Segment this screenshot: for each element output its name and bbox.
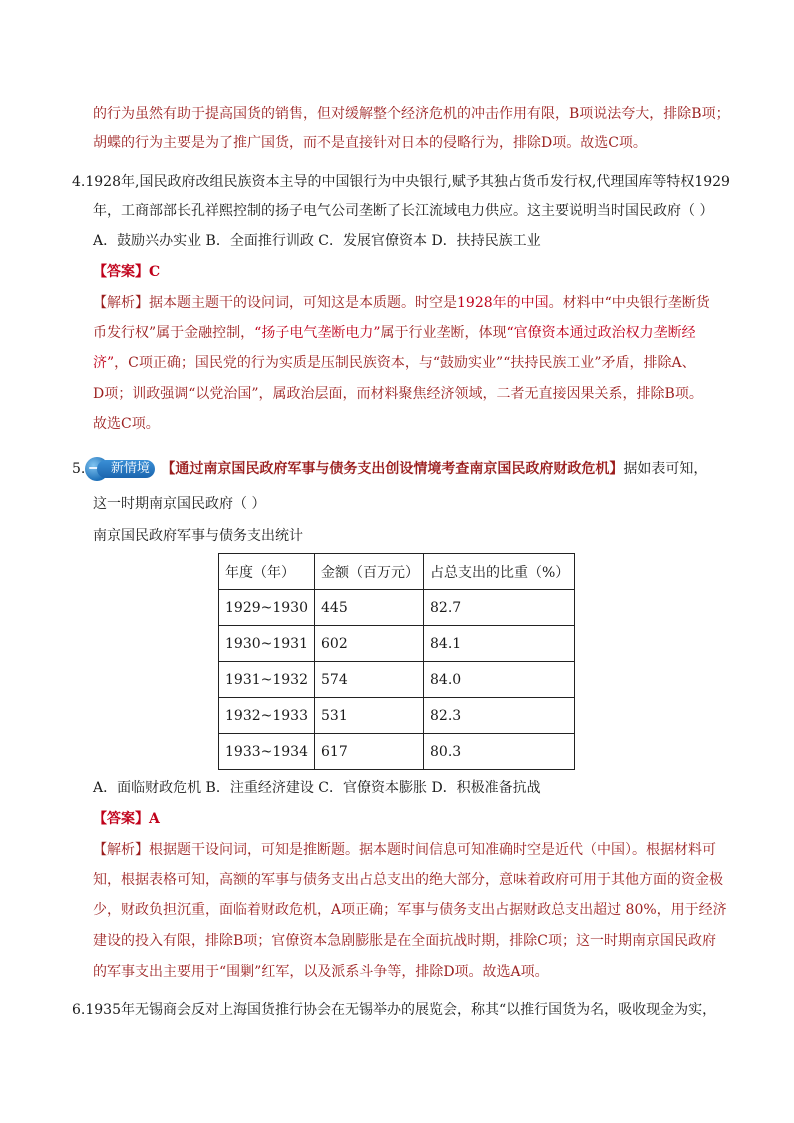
table-cell: 1932~1933: [219, 698, 315, 734]
table-cell: 80.3: [424, 734, 575, 770]
badge-label: 新情境: [97, 460, 155, 478]
q5-analysis-line: 少，财政负担沉重，面临着财政危机，A项正确；军事与债务支出占据财政总支出超过 80%，用于经济: [93, 902, 727, 918]
table-cell: 82.7: [424, 590, 575, 626]
table-cell: 1930~1931: [219, 626, 315, 662]
table-cell: 445: [315, 590, 424, 626]
analysis-text: 币发行权”: [93, 325, 157, 341]
table-cell: 1931~1932: [219, 662, 315, 698]
analysis-text: 【解析】据本题主题干的设问词，可知这是本质题。时空是: [93, 295, 457, 311]
q6-number: 6.: [72, 1002, 86, 1018]
analysis-text: “中央银行垄断货: [604, 295, 710, 311]
q3-analysis-line: 胡蝶的行为主要是为了推广国货，而不是直接针对日本的侵略行为，排除D项。故选C项。: [93, 135, 647, 151]
analysis-highlight: “官僚资本通过政治权力垄断经: [506, 325, 696, 341]
table-cell: 617: [315, 734, 424, 770]
analysis-text: 。材料中: [548, 295, 605, 311]
q5-analysis-line: 建设的投入有限，排除B项；官僚资本急剧膨胀是在全面抗战时期，排除C项；这一时期南京国民政府: [93, 933, 716, 949]
analysis-highlight: 济”: [93, 355, 115, 371]
analysis-text: 属于行业垄断，体现: [380, 325, 507, 341]
q4-analysis-line: 故选C项。: [93, 416, 160, 432]
q4-analysis-line: [93, 323, 696, 343]
q3-analysis-line: 的行为虽然有助于提高国货的销售，但对缓解整个经济危机的冲击作用有限，B项说法夸大，排除B项；: [93, 106, 730, 122]
table-row: [219, 662, 575, 698]
table-cell: 82.3: [424, 698, 575, 734]
table-cell: 531: [315, 698, 424, 734]
expenditure-table: [218, 553, 575, 770]
table-header: 年度（年）: [219, 554, 315, 590]
q6-stem-line: [72, 1000, 716, 1020]
q5-stem-line: 这一时期南京国民政府（ ）: [93, 496, 266, 512]
analysis-text: 属于金融控制，: [156, 325, 255, 341]
new-situation-badge: [85, 457, 157, 481]
table-cell: 84.1: [424, 626, 575, 662]
q5-stem-text: 据如表可知，: [623, 461, 708, 477]
q5-options: A．面临财政危机 B．注重经济建设 C．官僚资本膨胀 D．积极准备抗战: [93, 780, 541, 796]
table-row: [219, 698, 575, 734]
q5-stem-line: [72, 457, 707, 481]
q4-number: 4.: [72, 174, 86, 190]
q5-number: 5.: [72, 461, 86, 477]
table-caption: 南京国民政府军事与债务支出统计: [93, 528, 303, 544]
table-header: 占总支出的比重（%）: [424, 554, 575, 590]
q5-analysis-line: 知，根据表格可知，高额的军事与债务支出占总支出的绝大部分，意味着政府可用于其他方面的资金极: [93, 872, 723, 888]
table-header-row: [219, 554, 575, 590]
table-cell: 1929~1930: [219, 590, 315, 626]
table-header: 金额（百万元）: [315, 554, 424, 590]
table-cell: 1933~1934: [219, 734, 315, 770]
q5-answer: 【答案】A: [93, 811, 160, 827]
q5-analysis-line: 【解析】根据题干设问词，可知是推断题。据本题时间信息可知准确时空是近代（中国）。根据材料可: [93, 842, 716, 858]
q4-answer: 【答案】C: [93, 264, 161, 280]
table-row: [219, 734, 575, 770]
table-cell: 574: [315, 662, 424, 698]
analysis-highlight: “扬子电气垄断电力”: [254, 325, 381, 341]
table-row: [219, 590, 575, 626]
q5-analysis-line: 的军事支出主要用于“围剿”红军，以及派系斗争等，排除D项。故选A项。: [93, 964, 549, 980]
q4-stem-line: [72, 172, 730, 192]
table-cell: 84.0: [424, 662, 575, 698]
q6-stem-text: 1935年无锡商会反对上海国货推行协会在无锡举办的展览会，称其“以推行国货为名，吸收现金为实，: [85, 1002, 717, 1018]
q4-analysis-line: D项；训政强调“以党治国”，属政治层面，而材料聚焦经济领域，二者无直接因果关系，排除B项。: [93, 386, 703, 402]
q4-stem-text: 1928年,国民政府改组民族资本主导的中国银行为中央银行,赋予其独占货币发行权,代理国库等特权1929: [85, 174, 730, 190]
q4-analysis-line: [93, 353, 696, 373]
q4-analysis-line: [93, 293, 710, 313]
q5-topic: 【通过南京国民政府军事与债务支出创设情境考查南京国民政府财政危机】: [161, 461, 624, 477]
analysis-highlight: 1928年的中国: [457, 295, 549, 311]
analysis-text: ，C项正确；国民党的行为实质是压制民族资本，与“鼓励实业”“扶持民族工业”矛盾，排除A、: [114, 355, 696, 371]
table-row: [219, 626, 575, 662]
table-cell: 602: [315, 626, 424, 662]
q4-stem-line: 年，工商部部长孔祥熙控制的扬子电气公司垄断了长江流域电力供应。这主要说明当时国民政府（ ）: [93, 203, 714, 219]
q4-options: A．鼓励兴办实业 B．全面推行训政 C．发展官僚资本 D．扶持民族工业: [93, 233, 541, 249]
